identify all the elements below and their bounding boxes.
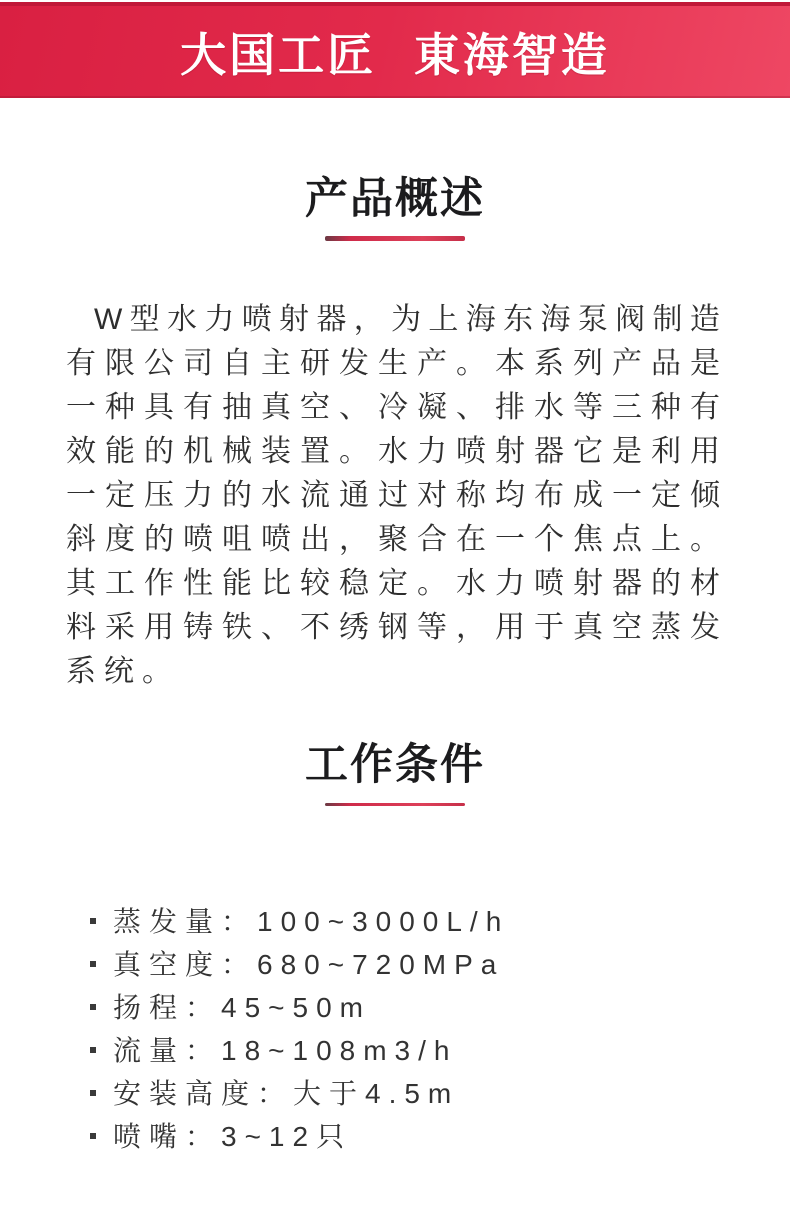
overview-paragraph-line: 一 种 具 有 抽 真 空 、 冷 凝 、 排 水 等 三 种 有: [66, 391, 720, 424]
spec-item-text: 喷嘴：3~12只: [113, 1121, 353, 1152]
overview-section-title: 产品概述: [305, 175, 485, 223]
spec-item: [90, 1029, 790, 1072]
bullet-dot-icon: [90, 1090, 96, 1096]
overview-paragraph-line: 有 限 公 司 自 主 研 发 生 产 。 本 系 列 产 品 是: [66, 347, 720, 380]
overview-paragraph-line: 料 采 用 铸 铁 、 不 绣 钢 等 ， 用 于 真 空 蒸 发: [66, 611, 720, 644]
bullet-dot-icon: [90, 1004, 96, 1010]
conditions-title-underline: [325, 803, 465, 806]
spec-item-text: 蒸发量：100~3000L/h: [113, 906, 510, 937]
spec-item-text: 真空度：680~720MPa: [113, 949, 505, 980]
spec-item: [90, 900, 790, 943]
overview-paragraph-line: W 型 水 力 喷 射 器 ， 为 上 海 东 海 泵 阀 制 造: [94, 303, 720, 336]
overview-paragraph-line: 其 工 作 性 能 比 较 稳 定 。 水 力 喷 射 器 的 材: [66, 567, 720, 600]
working-conditions-list: [0, 900, 790, 1158]
section-overview: [0, 176, 790, 694]
conditions-section-title: 工作条件: [305, 741, 485, 789]
section-conditions: [0, 742, 790, 1158]
spec-item: [90, 1115, 790, 1158]
overview-paragraph-line: 效 能 的 机 械 装 置 。 水 力 喷 射 器 它 是 利 用: [66, 435, 720, 468]
overview-paragraph-line: 系统。: [66, 655, 180, 688]
bullet-dot-icon: [90, 1133, 96, 1139]
bullet-dot-icon: [90, 1047, 96, 1053]
banner-title: 大国工匠 東海智造: [180, 29, 610, 81]
bullet-dot-icon: [90, 961, 96, 967]
spec-item-text: 扬程：45~50m: [113, 992, 371, 1023]
overview-paragraph-line: 一 定 压 力 的 水 流 通 过 对 称 均 布 成 一 定 倾: [66, 479, 720, 512]
top-banner: [0, 2, 790, 98]
spec-item-text: 安装高度：大于4.5m: [113, 1078, 460, 1109]
spec-item: [90, 943, 790, 986]
spec-item: [90, 986, 790, 1029]
spec-item-text: 流量：18~108m3/h: [113, 1035, 458, 1066]
overview-title-underline: [325, 236, 465, 241]
overview-paragraph: [66, 298, 720, 694]
bullet-dot-icon: [90, 918, 96, 924]
overview-paragraph-line: 斜 度 的 喷 咀 喷 出 ， 聚 合 在 一 个 焦 点 上 。: [66, 523, 720, 556]
spec-item: [90, 1072, 790, 1115]
